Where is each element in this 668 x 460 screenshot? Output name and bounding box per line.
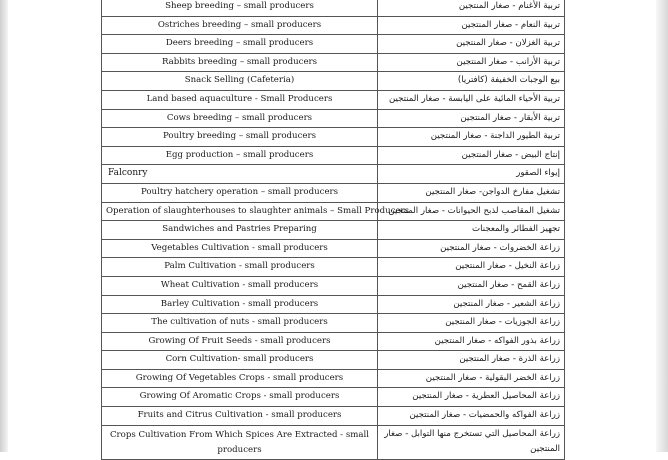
activity-arabic-cell: تربية الأرانب - صغار المنتجين xyxy=(378,53,565,72)
table-row xyxy=(102,314,565,333)
activity-arabic-cell: زراعة المحاصيل التي تستخرج منها التوابل - صغار المنتجين xyxy=(378,425,565,459)
table-row xyxy=(102,351,565,370)
table-row xyxy=(102,276,565,295)
page-edge-shadow-right xyxy=(656,0,668,452)
table-row xyxy=(102,128,565,147)
activity-english-cell: Corn Cultivation- small producers xyxy=(102,351,378,370)
activity-arabic-cell: زراعة بذور الفواكه - صغار المنتجين xyxy=(378,332,565,351)
activity-arabic-cell: زراعة الذرة - صغار المنتجين xyxy=(378,351,565,370)
activity-english-cell: Vegetables Cultivation - small producers xyxy=(102,239,378,258)
table-row xyxy=(102,369,565,388)
activity-english-cell: Growing Of Fruit Seeds - small producers xyxy=(102,332,378,351)
activity-english-cell: Poultry breeding – small producers xyxy=(102,128,378,147)
activity-english-cell: Rabbits breeding – small producers xyxy=(102,53,378,72)
activity-arabic-cell: إيواء الصقور xyxy=(378,165,565,184)
table-row xyxy=(102,183,565,202)
activity-english-cell: Crops Cultivation From Which Spices Are Extracted - small producers xyxy=(102,425,378,459)
page-edge-shadow-left xyxy=(0,0,8,452)
activity-english-cell: Growing Of Aromatic Crops - small producers xyxy=(102,388,378,407)
activity-arabic-cell: زراعة المحاصيل العطرية - صغار المنتجين xyxy=(378,388,565,407)
activity-english-cell: Land based aquaculture - Small Producers xyxy=(102,90,378,109)
activity-english-cell: Fruits and Citrus Cultivation - small producers xyxy=(102,407,378,426)
table-row xyxy=(102,295,565,314)
activity-arabic-cell: زراعة الشعير - صغار المنتجين xyxy=(378,295,565,314)
table-row xyxy=(102,388,565,407)
activity-arabic-cell: زراعة الخضر البقولية - صغار المنتجين xyxy=(378,369,565,388)
table-row xyxy=(102,146,565,165)
activities-table xyxy=(101,0,565,460)
activity-english-cell: Ostriches breeding – small producers xyxy=(102,16,378,35)
table-row xyxy=(102,0,565,16)
activity-english-cell: Sheep breeding – small producers xyxy=(102,0,378,16)
table-row xyxy=(102,72,565,91)
activity-english-cell: Deers breeding – small producers xyxy=(102,35,378,54)
activity-arabic-cell: تشغيل مفارخ الدواجن- صغار المنتجين xyxy=(378,183,565,202)
table-row xyxy=(102,239,565,258)
table-row xyxy=(102,332,565,351)
activity-english-cell: Cows breeding – small producers xyxy=(102,109,378,128)
activity-english-cell: Egg production – small producers xyxy=(102,146,378,165)
activity-arabic-cell: زراعة الخضروات - صغار المنتجين xyxy=(378,239,565,258)
activity-arabic-cell: تربية الأغنام - صغار المنتجين xyxy=(378,0,565,16)
activity-english-cell: Barley Cultivation - small producers xyxy=(102,295,378,314)
activity-english-cell: Growing Of Vegetables Crops - small producers xyxy=(102,369,378,388)
activity-arabic-cell: تربية الأبقار - صغار المنتجين xyxy=(378,109,565,128)
activities-table-body xyxy=(102,0,565,459)
activity-arabic-cell: زراعة الجوزيات - صغار المنتجين xyxy=(378,314,565,333)
activity-arabic-cell: زراعة النخيل - صغار المنتجين xyxy=(378,258,565,277)
table-row xyxy=(102,202,565,221)
table-row xyxy=(102,258,565,277)
activity-arabic-cell: تربية النعام - صغار المنتجين xyxy=(378,16,565,35)
table-row xyxy=(102,35,565,54)
activity-english-cell: Wheat Cultivation - small producers xyxy=(102,276,378,295)
activity-english-cell: Operation of slaughterhouses to slaughter animals – Small Producers xyxy=(102,202,378,221)
activity-arabic-cell: زراعة الفواكه والحمضيات - صغار المنتجين xyxy=(378,407,565,426)
activity-english-cell: Palm Cultivation - small producers xyxy=(102,258,378,277)
table-row xyxy=(102,425,565,459)
table-row xyxy=(102,221,565,240)
table-row xyxy=(102,16,565,35)
table-row xyxy=(102,109,565,128)
activity-arabic-cell: تربية الطيور الداجنة - صغار المنتجين xyxy=(378,128,565,147)
activity-english-cell: Falconry xyxy=(102,165,378,184)
activity-arabic-cell: إنتاج البيض - صغار المنتجين xyxy=(378,146,565,165)
table-row xyxy=(102,165,565,184)
activity-arabic-cell: تربية الأحياء المائية على اليابسة - صغار المنتجين xyxy=(378,90,565,109)
activity-arabic-cell: تجهيز الفطائر والمعجنات xyxy=(378,221,565,240)
activity-english-cell: Sandwiches and Pastries Preparing xyxy=(102,221,378,240)
activity-arabic-cell: بيع الوجبات الخفيفة (كافتريا) xyxy=(378,72,565,91)
table-row xyxy=(102,90,565,109)
activity-arabic-cell: زراعة القمح - صغار المنتجين xyxy=(378,276,565,295)
activity-arabic-cell: تشغيل المقاصب لذبح الحيوانات - صغار المنتجين xyxy=(378,202,565,221)
activity-arabic-cell: تربية الغزلان - صغار المنتجين xyxy=(378,35,565,54)
activity-english-cell: Snack Selling (Cafeteria) xyxy=(102,72,378,91)
table-row xyxy=(102,407,565,426)
table-row xyxy=(102,53,565,72)
activity-english-cell: The cultivation of nuts - small producers xyxy=(102,314,378,333)
activity-english-cell: Poultry hatchery operation – small producers xyxy=(102,183,378,202)
